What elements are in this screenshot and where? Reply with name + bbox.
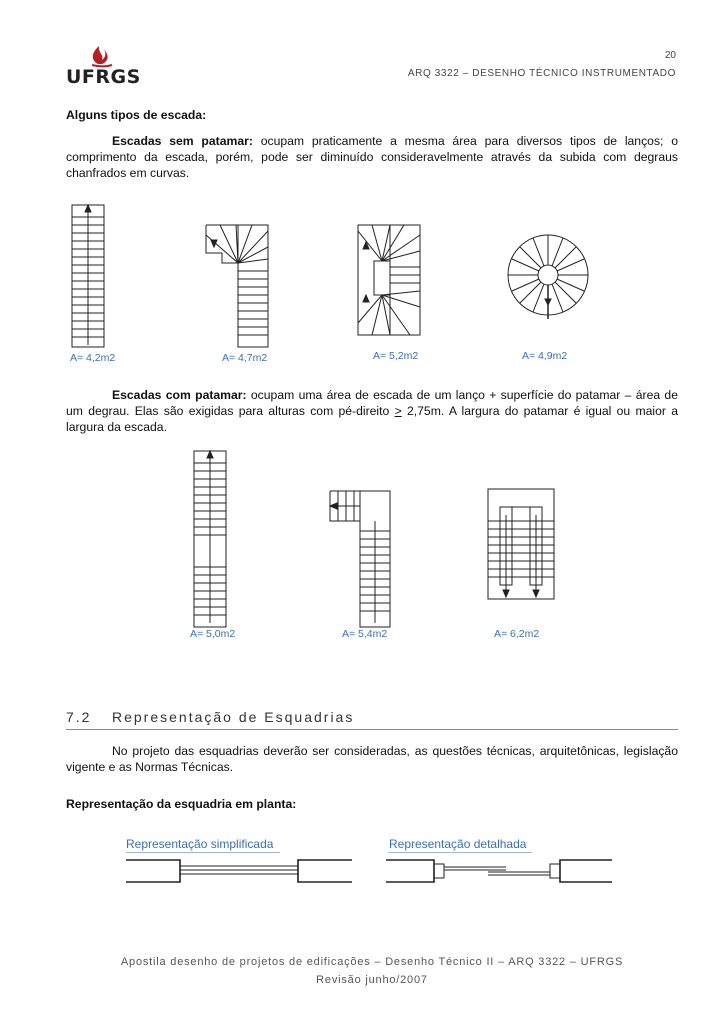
simplified-window-drawing: [126, 852, 352, 882]
area-label: A= 4,2m2: [70, 352, 116, 364]
windows-intro-paragraph: No projeto das esquadrias deverão ser consideradas, as questões técnicas, arquitetônicas, legislação vigente e as Normas Técnicas.: [66, 744, 678, 774]
area-label: A= 4,9m2: [522, 350, 568, 362]
simplified-label: Representação simplificada: [126, 837, 274, 851]
no-landing-text: ocupam praticamente a mesma área para diversos tipos de lanços; o comprimento da escada, porém, pode ser diminuído consideravelmente através da subida com degraus chanfrados em curvas.: [66, 134, 679, 180]
winder-l-stair-drawing: [206, 225, 268, 347]
plan-title: Representação da esquadria em planta:: [66, 797, 297, 811]
straight-stair-drawing: [72, 205, 104, 347]
with-landing-term: Escadas com patamar:: [112, 388, 247, 402]
logo-text: UFRGS: [66, 66, 141, 88]
area-label: A= 5,2m2: [373, 350, 419, 362]
spiral-stair-drawing: [508, 235, 588, 319]
area-label: A= 5,0m2: [190, 628, 236, 640]
l-landing-stair-drawing: [330, 491, 390, 627]
detailed-window-drawing: [386, 852, 612, 882]
footer-line-2: Revisão junho/2007: [316, 974, 428, 986]
straight-landing-stair-drawing: [194, 451, 226, 627]
stairs-no-landing-figures: [60, 195, 680, 370]
no-landing-term: Escadas sem patamar:: [112, 134, 253, 148]
winder-u-stair-drawing: [358, 225, 420, 335]
area-label: A= 6,2m2: [494, 628, 540, 640]
stairs-section-title: Alguns tipos de escada:: [66, 108, 207, 122]
section-title: Representação de Esquadrias: [112, 709, 355, 725]
gte-symbol: >: [394, 404, 402, 418]
area-label: A= 4,7m2: [222, 352, 268, 364]
detailed-label: Representação detalhada: [389, 837, 527, 851]
section-heading: [66, 709, 678, 730]
with-landing-text-1: ocupam uma área de escada de um lanço + superfície do patamar – área de um degrau. Elas são exigidas para alturas com pé-direito: [66, 388, 678, 418]
u-landing-stair-drawing: [488, 489, 554, 599]
ufrgs-logo: [66, 44, 146, 90]
with-landing-text-2: 2,75m. A largura do patamar é igual ou maior a largura da escada.: [66, 404, 678, 434]
page-number: 20: [664, 50, 676, 61]
footer-line-1: Apostila desenho de projetos de edificações – Desenho Técnico II – ARQ 3322 – UFRGS: [120, 956, 624, 968]
window-plan-drawings: [120, 852, 640, 892]
section-number: 7.2: [66, 709, 92, 725]
no-landing-paragraph: [66, 133, 678, 181]
with-landing-paragraph: [66, 387, 678, 435]
area-label: A= 5,4m2: [342, 628, 388, 640]
course-header: ARQ 3322 – DESENHO TÉCNICO INSTRUMENTADO: [407, 68, 676, 79]
stairs-with-landing-figures: [170, 445, 570, 630]
flame-icon: [66, 44, 146, 68]
